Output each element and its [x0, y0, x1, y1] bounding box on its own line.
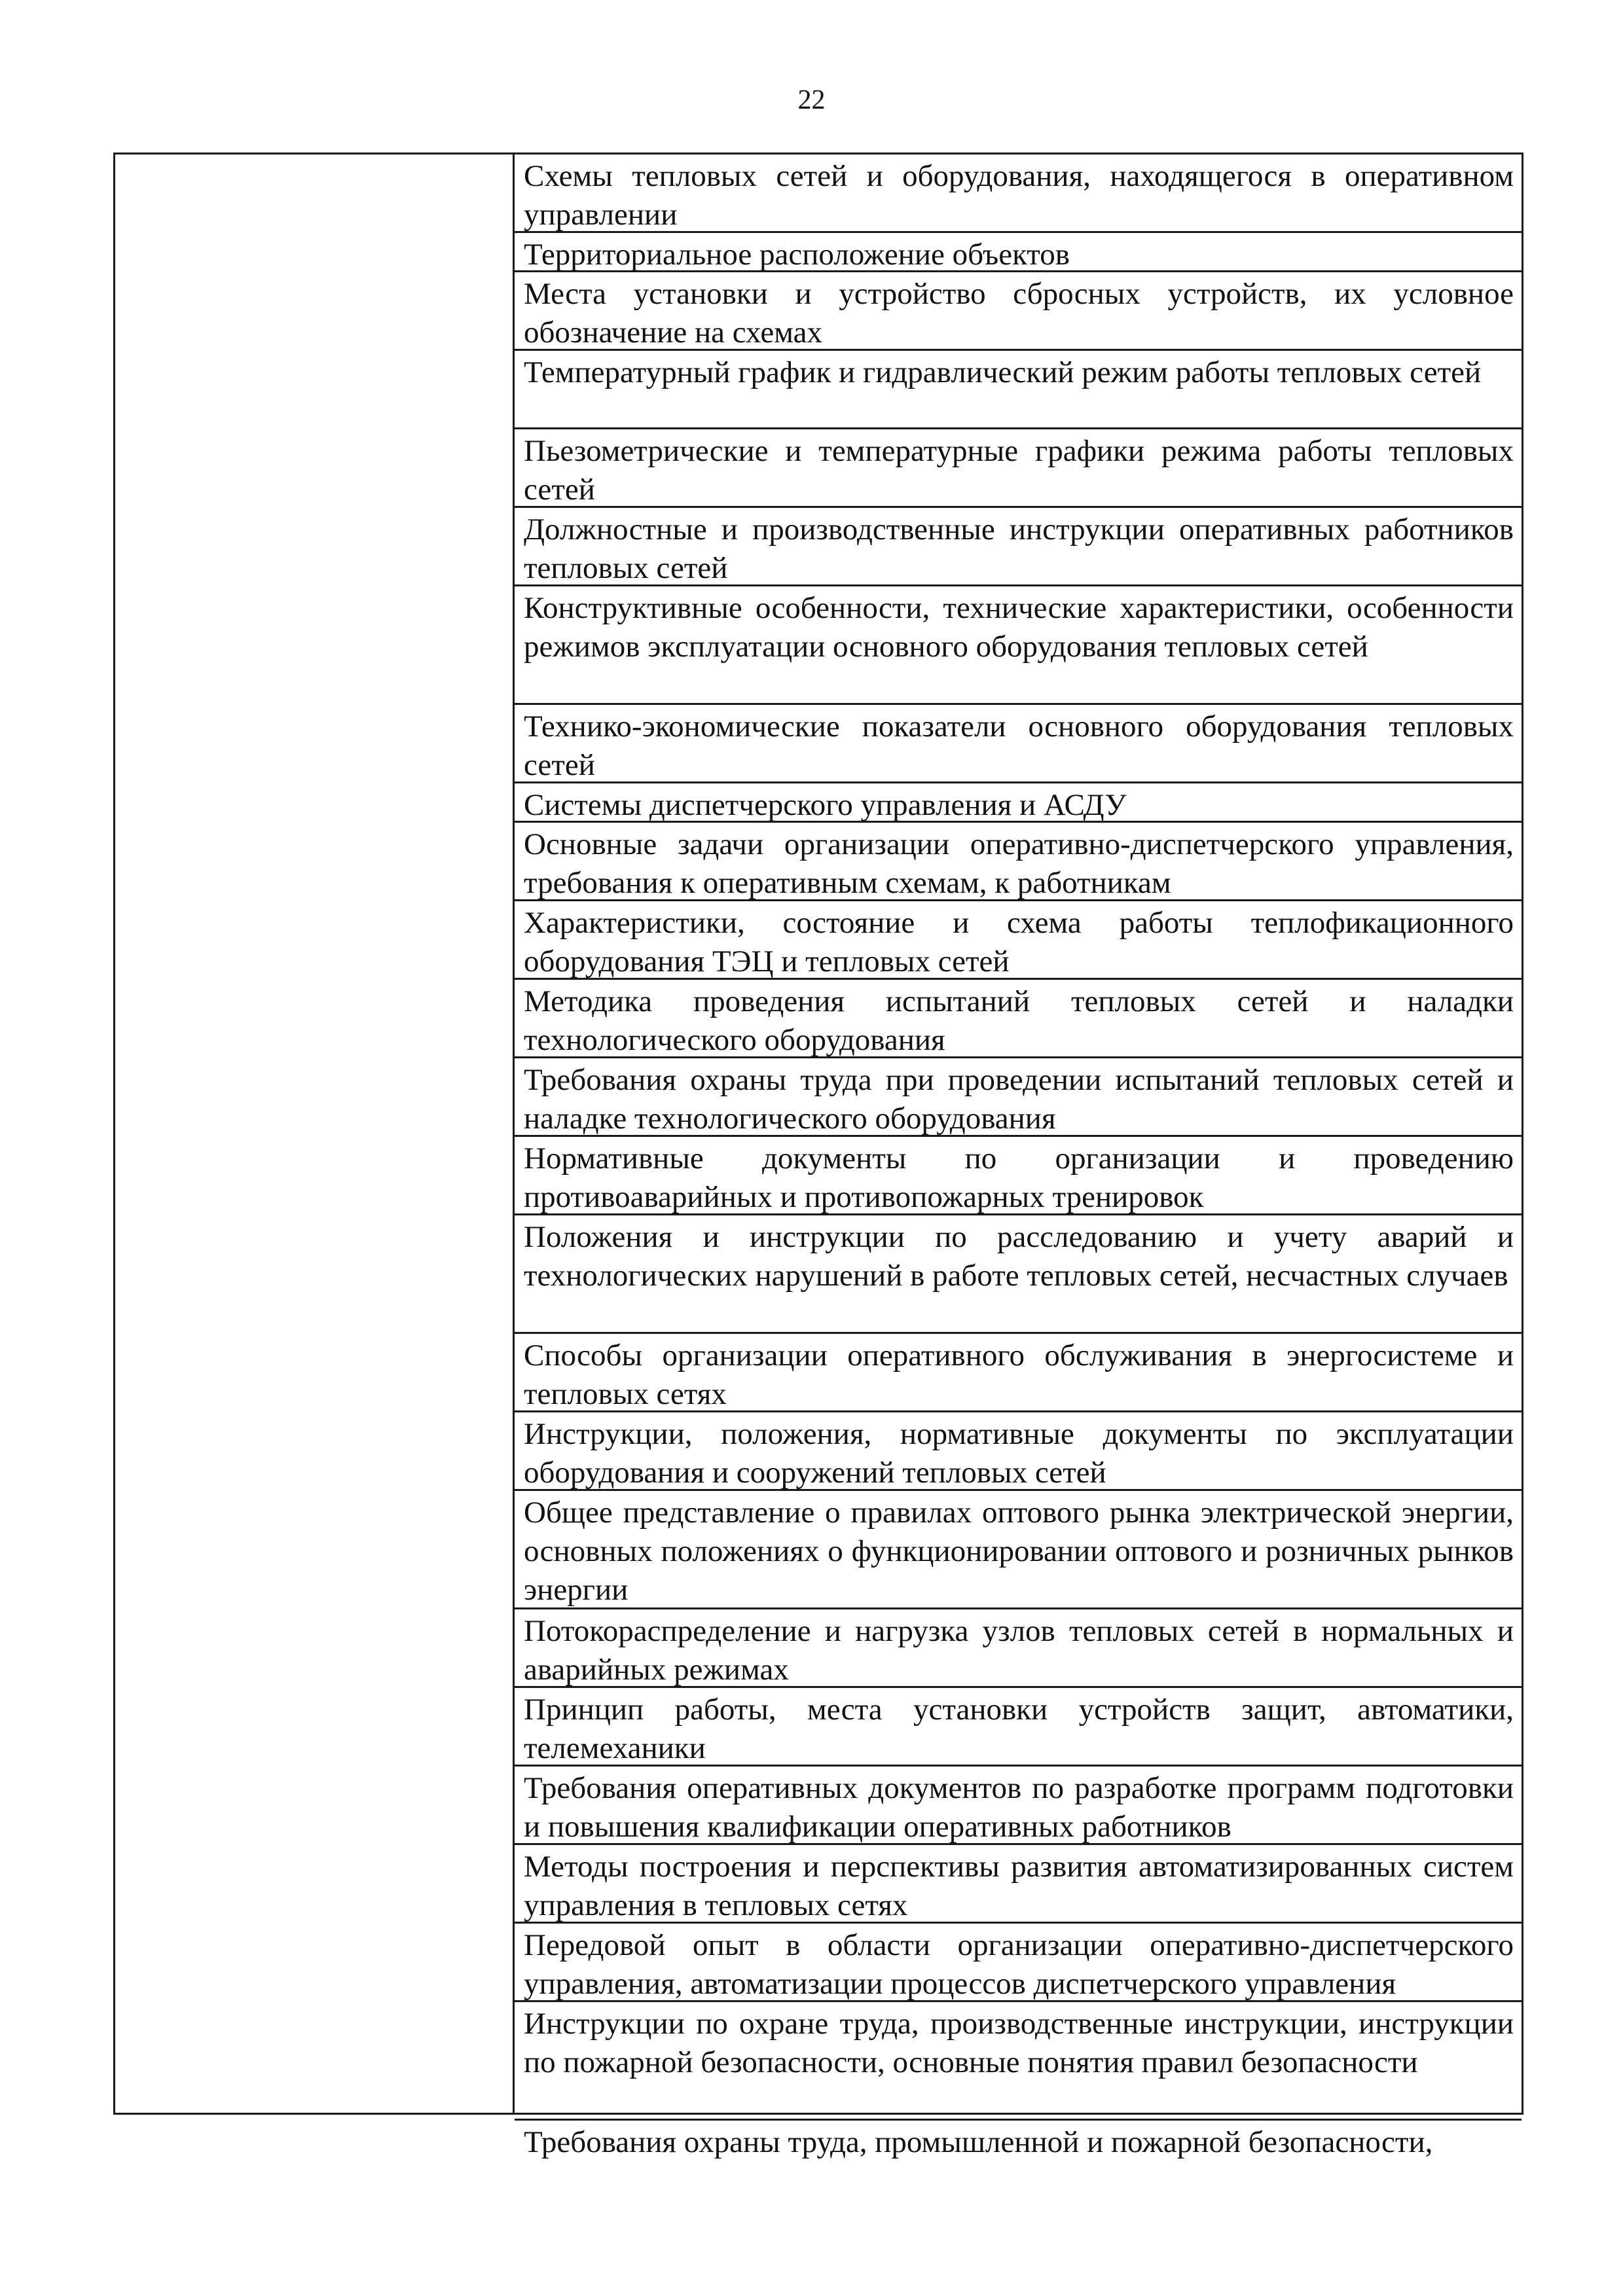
table-row: Места установки и устройство сбросных устройств, их условное обозначение на схемах	[515, 272, 1522, 351]
table-row: Температурный график и гидравлический режим работы тепловых сетей	[515, 351, 1522, 429]
table-row: Передовой опыт в области организации оперативно-диспетчерского управления, автоматизации процессов диспетчерского управления	[515, 1924, 1522, 2002]
table-row: Требования охраны труда при проведении испытаний тепловых сетей и наладке технологического оборудования	[515, 1058, 1522, 1137]
table-row: Потокораспределение и нагрузка узлов тепловых сетей в нормальных и аварийных режимах	[515, 1609, 1522, 1688]
table-row: Положения и инструкции по расследованию и учету аварий и технологических нарушений в работе тепловых сетей, несчастных случаев	[515, 1215, 1522, 1334]
table-row: Требования оперативных документов по разработке программ подготовки и повышения квалификации оперативных работников	[515, 1767, 1522, 1845]
table-row: Методика проведения испытаний тепловых сетей и наладки технологического оборудования	[515, 980, 1522, 1058]
table-row: Основные задачи организации оперативно-диспетчерского управления, требования к оперативным схемам, к работникам	[515, 823, 1522, 901]
table-row: Инструкции по охране труда, производственные инструкции, инструкции по пожарной безопасности, основные понятия правил безопасности	[515, 2002, 1522, 2121]
table-row: Требования охраны труда, промышленной и пожарной безопасности,	[524, 2125, 1433, 2159]
table-row: Методы построения и перспективы развития автоматизированных систем управления в тепловых сетях	[515, 1845, 1522, 1924]
page-number: 22	[797, 85, 826, 115]
table-left-column	[115, 154, 515, 2113]
table-row: Способы организации оперативного обслуживания в энергосистеме и тепловых сетях	[515, 1334, 1522, 1412]
table-row: Пьезометрические и температурные графики режима работы тепловых сетей	[515, 429, 1522, 508]
table-row: Инструкции, положения, нормативные документы по эксплуатации оборудования и сооружений тепловых сетей	[515, 1412, 1522, 1491]
table-row: Принцип работы, места установки устройств защит, автоматики, телемеханики	[515, 1688, 1522, 1767]
table-row: Общее представление о правилах оптового рынка электрической энергии, основных положениях о функционировании оптового и розничных рынков энергии	[515, 1491, 1522, 1609]
table-row: Схемы тепловых сетей и оборудования, находящегося в оперативном управлении	[515, 154, 1522, 233]
table-row: Должностные и производственные инструкции оперативных работников тепловых сетей	[515, 508, 1522, 586]
table-row: Конструктивные особенности, технические характеристики, особенности режимов эксплуатации основного оборудования тепловых сетей	[515, 586, 1522, 705]
table-row: Технико-экономические показатели основного оборудования тепловых сетей	[515, 705, 1522, 783]
table-row: Нормативные документы по организации и проведению противоаварийных и противопожарных тренировок	[515, 1137, 1522, 1215]
requirements-table	[113, 152, 1523, 2159]
table-right-column	[515, 154, 1522, 2159]
table-row: Характеристики, состояние и схема работы теплофикационного оборудования ТЭЦ и тепловых сетей	[515, 901, 1522, 980]
table-row: Системы диспетчерского управления и АСДУ	[515, 783, 1522, 823]
table-row: Территориальное расположение объектов	[515, 233, 1522, 272]
